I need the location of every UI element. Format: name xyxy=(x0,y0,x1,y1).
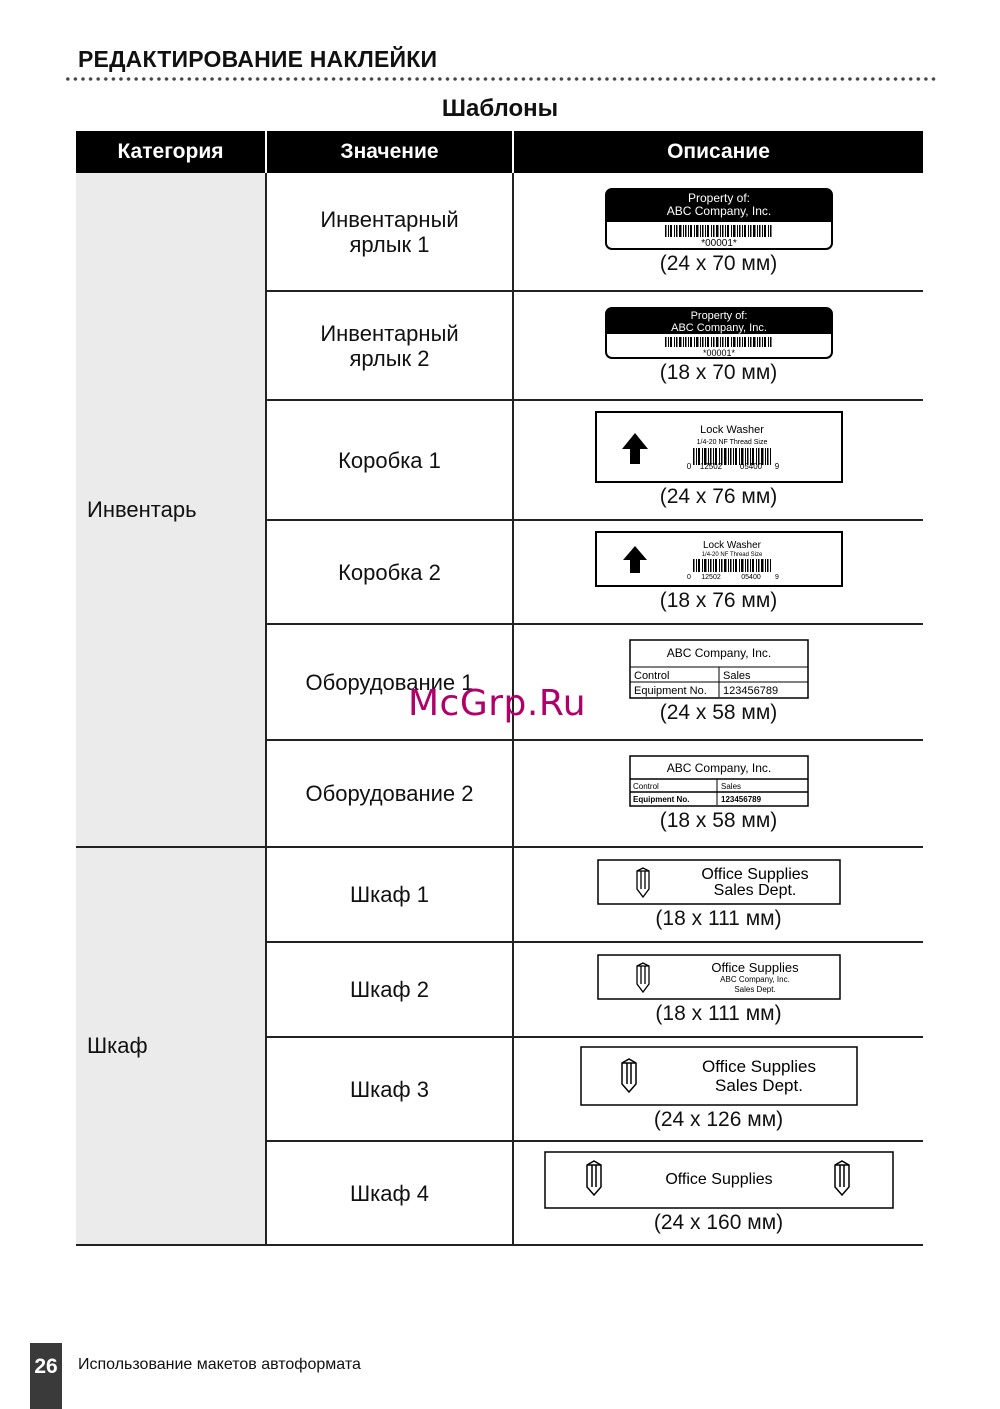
template-name: Шкаф 3 xyxy=(266,1037,513,1141)
svg-text:05400: 05400 xyxy=(739,462,762,471)
svg-text:9: 9 xyxy=(774,574,779,581)
svg-text:Office Supplies: Office Supplies xyxy=(700,865,809,883)
svg-text:Control: Control xyxy=(632,781,659,791)
template-description xyxy=(513,847,923,942)
label-preview-equipment-2 xyxy=(629,755,809,807)
template-description xyxy=(513,520,923,624)
label-size: (18 x 111 мм) xyxy=(655,1001,782,1025)
svg-text:Sales Dept.: Sales Dept. xyxy=(714,1076,803,1095)
svg-text:05400: 05400 xyxy=(740,574,761,581)
svg-text:12502: 12502 xyxy=(700,574,721,581)
template-description xyxy=(513,1141,923,1245)
footer-text: Использование макетов автоформата xyxy=(78,1356,361,1373)
svg-text:*00001*: *00001* xyxy=(700,237,737,249)
page-number: 26 xyxy=(30,1343,62,1409)
label-preview-box-1 xyxy=(595,411,843,483)
template-name: Коробка 2 xyxy=(266,520,513,624)
svg-text:Sales Dept.: Sales Dept. xyxy=(713,881,796,899)
label-size: (24 x 58 мм) xyxy=(659,701,778,724)
svg-text:*00001*: *00001* xyxy=(702,347,735,358)
svg-text:1/4-20 NF Thread Size: 1/4-20 NF Thread Size xyxy=(701,552,762,558)
table-row xyxy=(76,173,923,291)
svg-text:12502: 12502 xyxy=(699,462,722,471)
svg-text:ABC Company, Inc.: ABC Company, Inc. xyxy=(719,974,790,984)
svg-text:ABC Company, Inc.: ABC Company, Inc. xyxy=(666,646,771,660)
label-size: (24 x 70 мм) xyxy=(659,251,778,275)
label-preview-asset-tag-2 xyxy=(605,307,833,359)
label-preview-cabinet-3 xyxy=(580,1046,858,1106)
template-description xyxy=(513,173,923,291)
svg-text:123456789: 123456789 xyxy=(720,794,761,804)
label-preview-asset-tag-1 xyxy=(605,188,833,250)
label-size: (18 x 111 мм) xyxy=(655,906,782,930)
template-description xyxy=(513,1037,923,1141)
label-size: (18 x 58 мм) xyxy=(659,808,778,832)
template-name: Инвентарный ярлык 2 xyxy=(266,291,513,400)
label-size: (24 x 76 мм) xyxy=(659,485,778,508)
svg-text:Sales: Sales xyxy=(722,670,751,682)
label-preview-cabinet-2 xyxy=(597,954,841,1000)
label-size: (24 x 126 мм) xyxy=(653,1108,784,1131)
svg-text:Office Supplies: Office Supplies xyxy=(664,1171,773,1188)
column-header-value: Значение xyxy=(266,131,513,173)
svg-text:Office Supplies: Office Supplies xyxy=(710,959,799,975)
template-description xyxy=(513,291,923,400)
template-description xyxy=(513,400,923,520)
svg-text:123456789: 123456789 xyxy=(722,685,778,697)
dotted-divider xyxy=(64,76,936,82)
svg-text:Property of:: Property of: xyxy=(687,190,750,205)
template-name: Шкаф 2 xyxy=(266,942,513,1037)
svg-text:Lock Washer: Lock Washer xyxy=(702,540,761,551)
label-preview-cabinet-1 xyxy=(597,859,841,905)
label-preview-box-2 xyxy=(595,531,843,587)
svg-text:9: 9 xyxy=(774,462,779,471)
svg-text:1/4-20 NF Thread Size: 1/4-20 NF Thread Size xyxy=(696,439,767,446)
table-row xyxy=(76,847,923,942)
section-title: РЕДАКТИРОВАНИЕ НАКЛЕЙКИ xyxy=(78,46,438,72)
svg-text:0: 0 xyxy=(686,462,691,471)
watermark: McGrp.Ru xyxy=(408,683,587,724)
svg-text:ABC Company, Inc.: ABC Company, Inc. xyxy=(670,321,767,334)
category-inventory: Инвентарь xyxy=(76,173,266,847)
svg-text:Equipment No.: Equipment No. xyxy=(633,685,707,697)
category-cabinet: Шкаф xyxy=(76,847,266,1245)
column-header-description: Описание xyxy=(513,131,923,173)
label-preview-cabinet-4 xyxy=(544,1151,894,1209)
svg-text:0: 0 xyxy=(686,574,691,581)
svg-text:ABC Company, Inc.: ABC Company, Inc. xyxy=(666,760,771,775)
template-name: Шкаф 4 xyxy=(266,1141,513,1245)
template-name: Оборудование 1 xyxy=(266,624,513,740)
template-description xyxy=(513,942,923,1037)
label-preview-equipment-1 xyxy=(629,639,809,699)
label-size: (18 x 76 мм) xyxy=(659,589,778,612)
svg-text:Sales Dept.: Sales Dept. xyxy=(733,984,776,994)
svg-text:Control: Control xyxy=(633,670,669,682)
template-name: Коробка 1 xyxy=(266,400,513,520)
svg-text:Equipment No.: Equipment No. xyxy=(632,794,689,804)
label-size: (24 x 160 мм) xyxy=(653,1211,784,1234)
column-header-category: Категория xyxy=(76,131,266,173)
template-name: Инвентарный ярлык 1 xyxy=(266,173,513,291)
svg-text:Office Supplies: Office Supplies xyxy=(701,1057,816,1076)
svg-text:Sales: Sales xyxy=(720,781,741,791)
svg-text:Lock Washer: Lock Washer xyxy=(699,424,764,436)
template-name: Шкаф 1 xyxy=(266,847,513,942)
svg-text:Property of:: Property of: xyxy=(690,309,747,322)
svg-text:ABC Company, Inc.: ABC Company, Inc. xyxy=(666,203,771,218)
table-title: Шаблоны xyxy=(441,95,559,122)
template-name: Оборудование 2 xyxy=(266,740,513,847)
template-description xyxy=(513,740,923,847)
label-size: (18 x 70 мм) xyxy=(659,360,778,384)
